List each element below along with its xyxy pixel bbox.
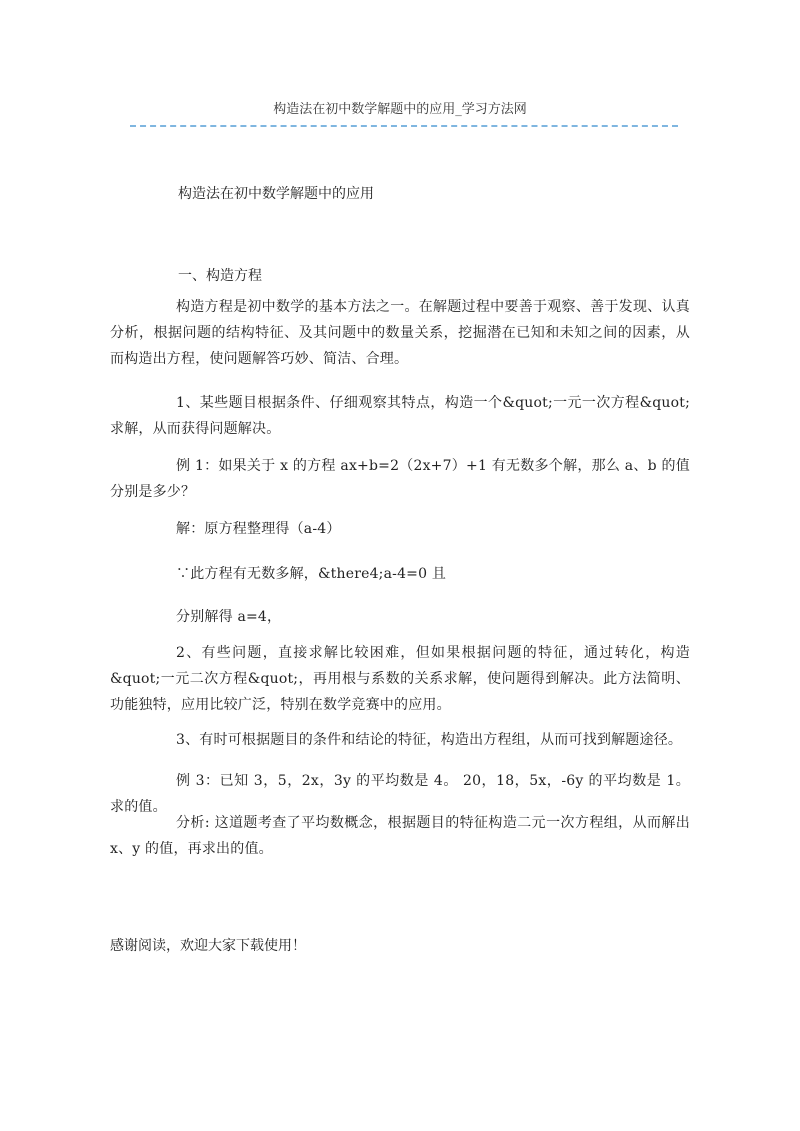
paragraph-point-2: 2、有些问题，直接求解比较困难，但如果根据问题的特征，通过转化，构造&quot;一元二次方程&quot;，再用根与系数的关系求解，使问题得到解决。此方法简明、功能独特，应用比较广泛，特别在数学竞赛中的应用。	[110, 645, 690, 713]
header-title: 构造法在初中数学解题中的应用_学习方法网	[273, 102, 527, 117]
closing-note: 感谢阅读，欢迎大家下载使用！	[110, 938, 306, 954]
paragraph-solution-step-2: ∵此方程有无数多解，&there4;a-4=0 且	[176, 566, 447, 582]
paragraph-example-3: 例 3：已知 3，5，2x，3y 的平均数是 4。 20，18，5x，-6y 的平均数是 1。求的值。	[110, 773, 690, 815]
document-title: 构造法在初中数学解题中的应用	[178, 186, 374, 202]
header-divider	[130, 125, 678, 127]
paragraph-solution-step-1: 解：原方程整理得（a-4）	[176, 521, 341, 537]
paragraph-example-1: 例 1：如果关于 x 的方程 ax+b=2（2x+7）+1 有无数多个解，那么 a、b 的值分别是多少？	[110, 458, 690, 500]
paragraph-point-1: 1、某些题目根据条件、仔细观察其特点，构造一个&quot;一元一次方程&quot; 求解，从而获得问题解决。	[110, 395, 690, 437]
paragraph-point-3: 3、有时可根据题目的条件和结论的特征，构造出方程组，从而可找到解题途径。	[176, 732, 683, 748]
paragraph-analysis: 分析: 这道题考查了平均数概念，根据题目的特征构造二元一次方程组，从而解出x、y 的值，再求出的值。	[110, 815, 690, 857]
paragraph-solution-step-3: 分别解得 a=4，	[176, 609, 282, 625]
paragraph-intro: 构造方程是初中数学的基本方法之一。在解题过程中要善于观察、善于发现、认真分析，根据问题的结构特征、及其问题中的数量关系，挖掘潜在已知和未知之间的因素，从而构造出方程，使问题解答巧妙、简洁、合理。	[110, 299, 690, 367]
section-heading: 一、构造方程	[178, 268, 262, 284]
